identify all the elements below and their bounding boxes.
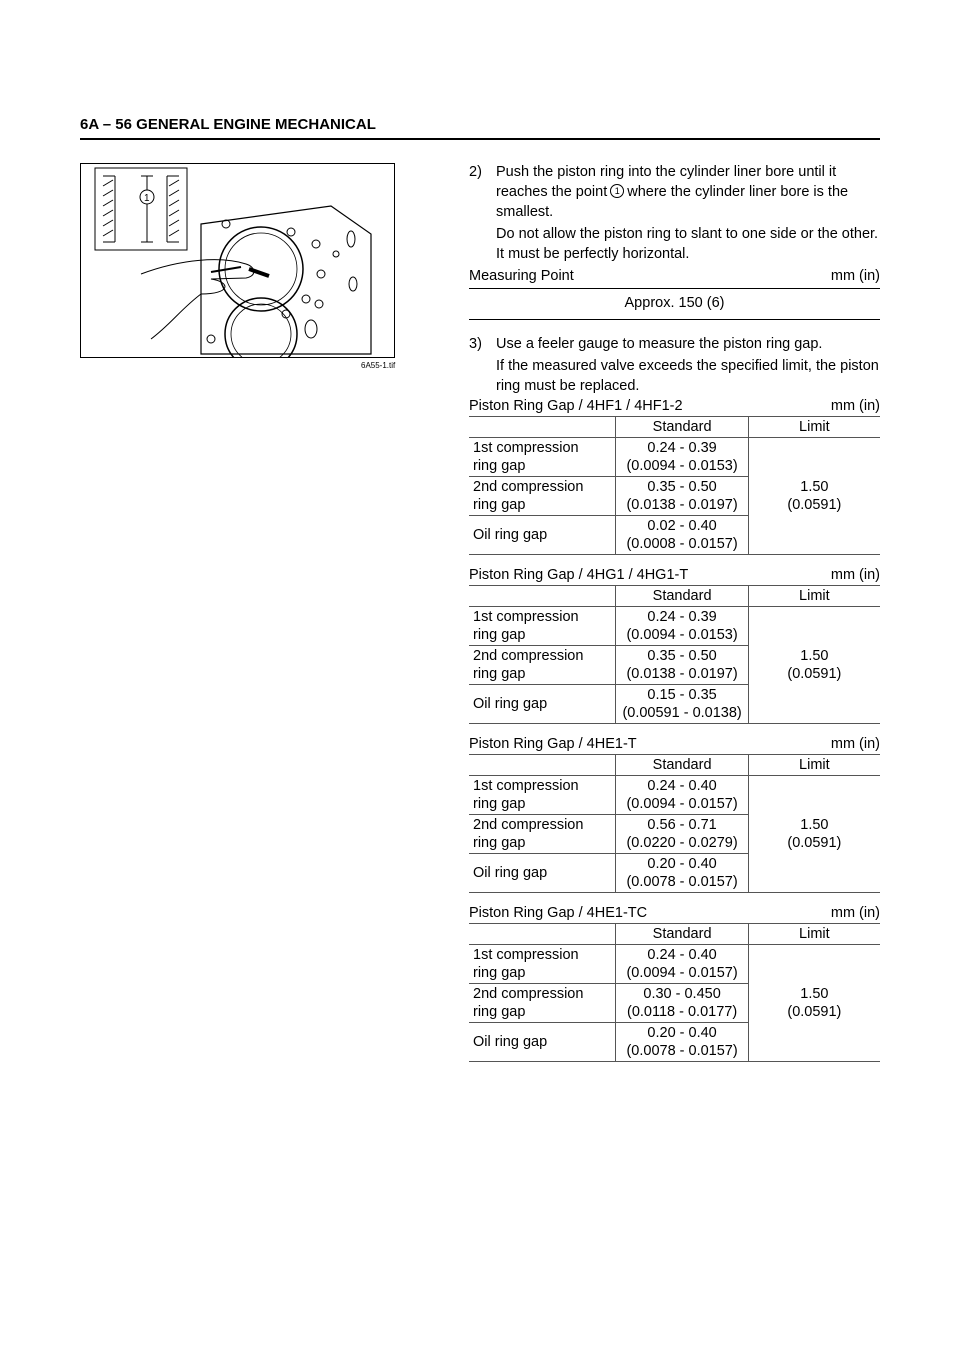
- content-column: [469, 162, 880, 1072]
- page-header: 6A – 56 GENERAL ENGINE MECHANICAL: [80, 116, 880, 140]
- table-row: Oil ring gap 0.20 - 0.40 (0.0078 - 0.0157): [469, 1023, 880, 1062]
- spec-table-1: [469, 565, 880, 724]
- step-number: 3): [469, 336, 482, 352]
- spec-table-header: [469, 565, 880, 585]
- step-3-text: Use a feeler gauge to measure the piston ring gap.: [496, 336, 823, 352]
- step-3: [469, 334, 880, 396]
- spec-table-title: Piston Ring Gap / 4HG1 / 4HG1-T: [469, 567, 689, 583]
- spec-table-0: [469, 396, 880, 555]
- step-number: 2): [469, 164, 482, 180]
- step-2: [469, 162, 880, 264]
- spec-table-title: Piston Ring Gap / 4HF1 / 4HF1-2: [469, 398, 683, 414]
- measuring-point-value: Approx. 150 (6): [469, 289, 880, 320]
- spec-table-title: Piston Ring Gap / 4HE1-T: [469, 736, 637, 752]
- figure-callout: 1: [144, 193, 150, 204]
- table-row: 1st compression ring gap 0.24 - 0.40 (0.0094 - 0.0157) 1.50 (0.0591): [469, 945, 880, 984]
- measuring-point-label: Measuring Point: [469, 268, 574, 284]
- spec-table-header: [469, 903, 880, 923]
- table-row: Oil ring gap 0.02 - 0.40 (0.0008 - 0.0157): [469, 516, 880, 555]
- table-row: Oil ring gap 0.20 - 0.40 (0.0078 - 0.0157): [469, 854, 880, 893]
- piston-ring-illustration: [81, 164, 394, 357]
- table-row: 2nd compression ring gap 0.35 - 0.50 (0.0138 - 0.0197): [469, 646, 880, 685]
- table-row: 1st compression ring gap 0.24 - 0.40 (0.0094 - 0.0157) 1.50 (0.0591): [469, 776, 880, 815]
- table-row: Oil ring gap 0.15 - 0.35 (0.00591 - 0.0138): [469, 685, 880, 724]
- spec-table-unit: mm (in): [830, 398, 880, 414]
- step-3-note: If the measured valve exceeds the specified limit, the piston ring must be replaced.: [496, 358, 879, 394]
- measuring-point-unit: mm (in): [830, 268, 880, 284]
- spec-table-title: Piston Ring Gap / 4HE1-TC: [469, 905, 648, 921]
- ring-gap-table: [469, 585, 880, 724]
- piston-ring-figure: [80, 163, 395, 358]
- point-marker-icon: 1: [610, 184, 624, 198]
- table-row: 2nd compression ring gap 0.35 - 0.50 (0.0138 - 0.0197): [469, 477, 880, 516]
- ring-gap-table: [469, 416, 880, 555]
- table-row: 2nd compression ring gap 0.30 - 0.450 (0.0118 - 0.0177): [469, 984, 880, 1023]
- spec-table-3: [469, 903, 880, 1062]
- table-row: 1st compression ring gap 0.24 - 0.39 (0.0094 - 0.0153) 1.50 (0.0591): [469, 607, 880, 646]
- limit-cell: 1.50 (0.0591): [748, 945, 880, 1062]
- table-header-row: Standard Limit: [469, 417, 880, 438]
- spec-table-unit: mm (in): [830, 736, 880, 752]
- step-2-text: Push the piston ring into the cylinder liner bore until it reaches the point 1 where the cylinder liner bore is the smallest.: [496, 164, 849, 220]
- ring-gap-table: [469, 923, 880, 1062]
- limit-cell: 1.50 (0.0591): [748, 607, 880, 724]
- table-header-row: Standard Limit: [469, 755, 880, 776]
- spec-table-unit: mm (in): [830, 567, 880, 583]
- spec-table-unit: mm (in): [830, 905, 880, 921]
- table-row: 2nd compression ring gap 0.56 - 0.71 (0.0220 - 0.0279): [469, 815, 880, 854]
- table-row: 1st compression ring gap 0.24 - 0.39 (0.0094 - 0.0153) 1.50 (0.0591): [469, 438, 880, 477]
- ring-gap-table: [469, 754, 880, 893]
- table-header-row: Standard Limit: [469, 924, 880, 945]
- step-body: [496, 334, 880, 396]
- step-2-note: Do not allow the piston ring to slant to one side or the other. It must be perfectly horizontal.: [496, 226, 879, 262]
- spec-table-header: [469, 734, 880, 754]
- table-header-row: Standard Limit: [469, 586, 880, 607]
- step-body: [496, 162, 880, 264]
- figure-caption: 6A55-1.tif: [361, 361, 396, 370]
- spec-table-header: [469, 396, 880, 416]
- spec-table-2: [469, 734, 880, 893]
- limit-cell: 1.50 (0.0591): [748, 776, 880, 893]
- measuring-point-header: [469, 266, 880, 289]
- limit-cell: 1.50 (0.0591): [748, 438, 880, 555]
